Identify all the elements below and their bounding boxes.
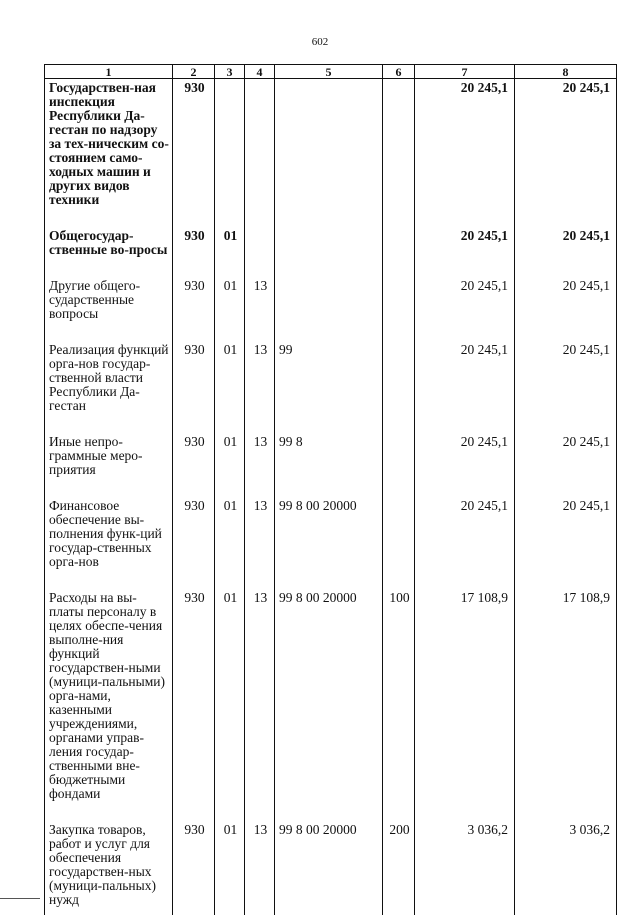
row-expense-type (383, 431, 415, 495)
row-name: Расходы на вы-платы персоналу в целях обеспе-чения выполне-ния функций государствен-ными (муници-пальными) орга-нами, казенными учреждениями, органами управ-ления государ-ственными вне-бюджетными фондами (45, 587, 173, 819)
row-section-code (215, 79, 245, 226)
row-expense-type: 100 (383, 587, 415, 819)
row-name: Государствен-ная инспекция Республики Да-гестан по надзору за тех-ническим со-стоянием само-ходных машин и других видов техники (45, 79, 173, 226)
row-amount-2: 17 108,9 (515, 587, 617, 819)
row-target-code (275, 79, 383, 226)
row-target-code: 99 8 00 20000 (275, 819, 383, 915)
row-subsection-code: 13 (245, 819, 275, 915)
row-name: Финансовое обеспечение вы-полнения функ-ций государ-ственных орга-нов (45, 495, 173, 587)
row-amount-2: 20 245,1 (515, 225, 617, 275)
row-target-code: 99 8 00 20000 (275, 495, 383, 587)
header-row (45, 65, 617, 79)
row-section-code: 01 (215, 587, 245, 819)
page-number: 602 (311, 36, 329, 48)
row-amount-2: 3 036,2 (515, 819, 617, 915)
row-ministry-code: 930 (173, 225, 215, 275)
row-amount-1: 3 036,2 (415, 819, 515, 915)
row-ministry-code: 930 (173, 339, 215, 431)
header-col-7: 7 (415, 65, 515, 79)
header-col-4: 4 (245, 65, 275, 79)
row-subsection-code: 13 (245, 275, 275, 339)
header-col-8: 8 (515, 65, 617, 79)
row-ministry-code: 930 (173, 587, 215, 819)
row-section-code: 01 (215, 275, 245, 339)
row-expense-type (383, 225, 415, 275)
row-subsection-code: 13 (245, 495, 275, 587)
table-row (45, 79, 617, 226)
row-expense-type (383, 339, 415, 431)
table-row (45, 587, 617, 819)
row-name: Общегосудар-ственные во-просы (45, 225, 173, 275)
row-expense-type (383, 275, 415, 339)
row-section-code: 01 (215, 495, 245, 587)
row-target-code: 99 (275, 339, 383, 431)
header-col-2: 2 (173, 65, 215, 79)
row-subsection-code: 13 (245, 587, 275, 819)
row-ministry-code: 930 (173, 819, 215, 915)
row-amount-1: 20 245,1 (415, 431, 515, 495)
header-col-6: 6 (383, 65, 415, 79)
row-target-code: 99 8 00 20000 (275, 587, 383, 819)
table-row (45, 275, 617, 339)
page-edge-line (0, 898, 40, 899)
row-subsection-code (245, 79, 275, 226)
row-amount-2: 20 245,1 (515, 431, 617, 495)
header-col-3: 3 (215, 65, 245, 79)
table-row (45, 495, 617, 587)
row-section-code: 01 (215, 339, 245, 431)
row-name: Закупка товаров, работ и услуг для обеспечения государствен-ных (муници-пальных) нужд (45, 819, 173, 915)
row-name: Иные непро-граммные меро-приятия (45, 431, 173, 495)
row-name: Другие общего-сударственные вопросы (45, 275, 173, 339)
row-amount-1: 20 245,1 (415, 225, 515, 275)
row-amount-2: 20 245,1 (515, 339, 617, 431)
row-amount-2: 20 245,1 (515, 79, 617, 226)
table-row (45, 819, 617, 915)
row-amount-2: 20 245,1 (515, 275, 617, 339)
row-section-code: 01 (215, 431, 245, 495)
row-amount-1: 20 245,1 (415, 495, 515, 587)
row-expense-type (383, 79, 415, 226)
row-section-code: 01 (215, 225, 245, 275)
row-section-code: 01 (215, 819, 245, 915)
row-target-code (275, 225, 383, 275)
row-amount-1: 20 245,1 (415, 79, 515, 226)
row-target-code: 99 8 (275, 431, 383, 495)
row-ministry-code: 930 (173, 275, 215, 339)
header-col-1: 1 (45, 65, 173, 79)
row-amount-1: 17 108,9 (415, 587, 515, 819)
row-expense-type: 200 (383, 819, 415, 915)
table-row (45, 339, 617, 431)
budget-table (44, 64, 617, 915)
table-row (45, 431, 617, 495)
row-expense-type (383, 495, 415, 587)
row-ministry-code: 930 (173, 431, 215, 495)
row-ministry-code: 930 (173, 495, 215, 587)
header-col-5: 5 (275, 65, 383, 79)
row-name: Реализация функций орга-нов государ-ственной власти Республики Да-гестан (45, 339, 173, 431)
row-subsection-code: 13 (245, 339, 275, 431)
row-subsection-code (245, 225, 275, 275)
row-amount-1: 20 245,1 (415, 339, 515, 431)
row-subsection-code: 13 (245, 431, 275, 495)
table-row (45, 225, 617, 275)
row-ministry-code: 930 (173, 79, 215, 226)
row-amount-1: 20 245,1 (415, 275, 515, 339)
row-amount-2: 20 245,1 (515, 495, 617, 587)
row-target-code (275, 275, 383, 339)
